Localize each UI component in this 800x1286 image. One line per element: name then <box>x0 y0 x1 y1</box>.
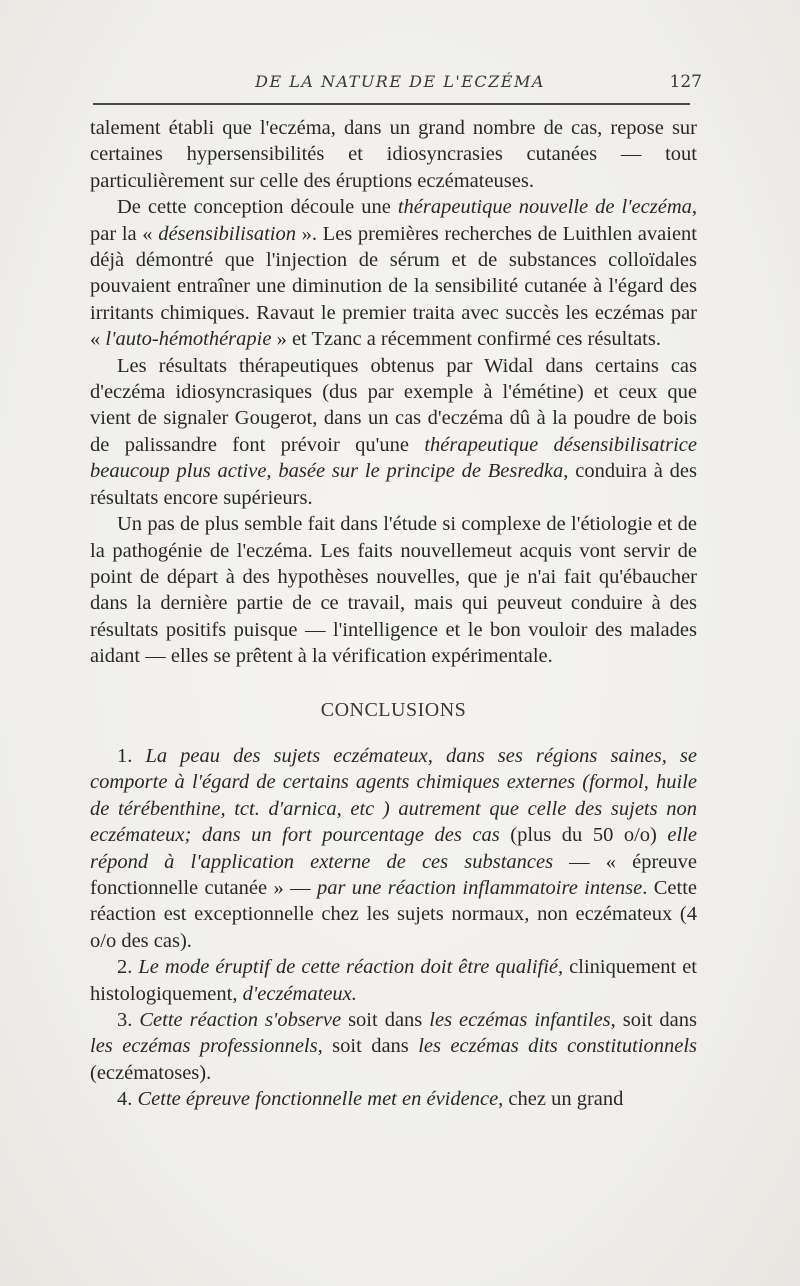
conclusion-item <box>90 954 697 1007</box>
text-run: — « épreuve fonctionnelle cutanée » — <box>90 850 697 899</box>
italic-text: elle répond à l'application externe de ces substances <box>90 824 697 873</box>
text-run: . Cette réaction est exceptionnelle chez les sujets normaux, non eczémateux (4 o/o des cas). <box>90 876 697 952</box>
italic-text: les eczémas professionnels <box>90 1035 318 1058</box>
italic-text: les eczémas dits constitutionnels <box>418 1035 697 1058</box>
italic-text: thérapeutique nouvelle de l'eczéma <box>397 196 692 219</box>
text-run: , par la « <box>90 196 698 245</box>
text-run: (plus du 50 o/o) <box>499 824 668 847</box>
header-rule <box>93 103 690 105</box>
italic-text: désensibilisation <box>158 222 296 245</box>
text-run: , soit dans <box>610 1009 697 1031</box>
text-run: » et Tzanc a récemment confirmé ces résultats. <box>271 328 661 351</box>
italic-text: Cette réaction s'observe <box>139 1009 342 1031</box>
text-run: De cette conception découle une <box>117 196 398 219</box>
text-run: 3. <box>117 1009 140 1031</box>
text-run: talement établi que l'eczéma, dans un grand nombre de cas, repose sur certaines hypersensibilités et idiosyncrasies cutanées — tout particulièrement sur celle des éruptions eczémateuses. <box>90 117 697 192</box>
italic-text: Cette épreuve fonctionnelle met en évidence <box>137 1088 499 1111</box>
italic-text: d'eczémateux. <box>242 982 357 1005</box>
italic-text: par une réaction inflammatoire intense <box>316 876 643 899</box>
conclusion-item <box>90 1086 697 1112</box>
text-run: Les résultats thérapeutiques obtenus par Widal dans certains cas d'eczéma idiosyncrasiques (dus par exemple à l'émétine) et ceux que vient de signaler Gougerot, dans un cas d'eczéma dû à la poudre de bois de palissandre font prévoir qu'une <box>90 354 697 456</box>
text-run: , soit dans <box>317 1035 419 1058</box>
paragraph <box>90 194 697 352</box>
text-run: Un pas de plus semble fait dans l'étude si complexe de l'étiologie et de la pathogénie de l'eczéma. Les faits nouvellemeut acquis vont servir de point de départ à des hypothèses nouvelles, que je n'ai fait qu'ébaucher dans la dernière partie de ce travail, mais qui peuveut conduire à des résultats positifs puisque — l'intelligence et le bon vouloir des malades aidant — elles se prêtent à la vérification expérimentale. <box>90 513 697 668</box>
page-number: 127 <box>669 72 702 92</box>
paragraph <box>90 511 697 669</box>
text-run: , cliniquement et histologiquement, <box>90 956 697 1005</box>
conclusion-item <box>90 743 697 954</box>
text-run: , conduira à des résultats encore supérieurs. <box>90 460 697 509</box>
italic-text: thérapeutique désensibilisatrice beaucoup plus active, basée sur le principe de Besredka <box>90 433 697 483</box>
text-run: 1. <box>117 744 146 767</box>
italic-text: l'auto-hémothérapie <box>105 328 272 351</box>
running-head: DE LA NATURE DE L'ECZÉMA <box>255 72 545 91</box>
italic-text: La peau des sujets eczémateux, dans ses régions saines, se comporte à l'égard de certains agents chimiques externes (formol, huile de térébenthine, tct. d'arnica, etc ) autrement que celle des sujets non eczémateux; dans un fort pourcentage des cas <box>90 744 697 847</box>
paragraph <box>90 353 697 511</box>
text-run: 2. <box>117 956 139 979</box>
text-run: , chez un grand <box>498 1088 624 1111</box>
text-run: ». Les premières recherches de Luithlen avaient déjà démontré que l'injection de sérum et de substances colloïdales pouvaient entraîner une diminution de la sensibilité cutanée à l'égard des irritants chimiques. Ravaut le premier traita avec succès les eczémas par « <box>90 222 697 351</box>
body-text <box>90 115 697 1113</box>
text-run: (eczématoses). <box>90 1061 212 1084</box>
text-run: 4. <box>117 1088 138 1111</box>
section-heading <box>90 697 697 723</box>
paragraph <box>90 115 697 194</box>
page-header <box>90 70 710 98</box>
text-run: soit dans <box>341 1009 430 1031</box>
section-heading-text: CONCLUSIONS <box>320 698 467 721</box>
italic-text: Le mode éruptif de cette réaction doit être qualifié <box>138 956 559 979</box>
italic-text: les eczémas infantiles <box>429 1009 611 1031</box>
conclusion-item <box>90 1007 697 1086</box>
